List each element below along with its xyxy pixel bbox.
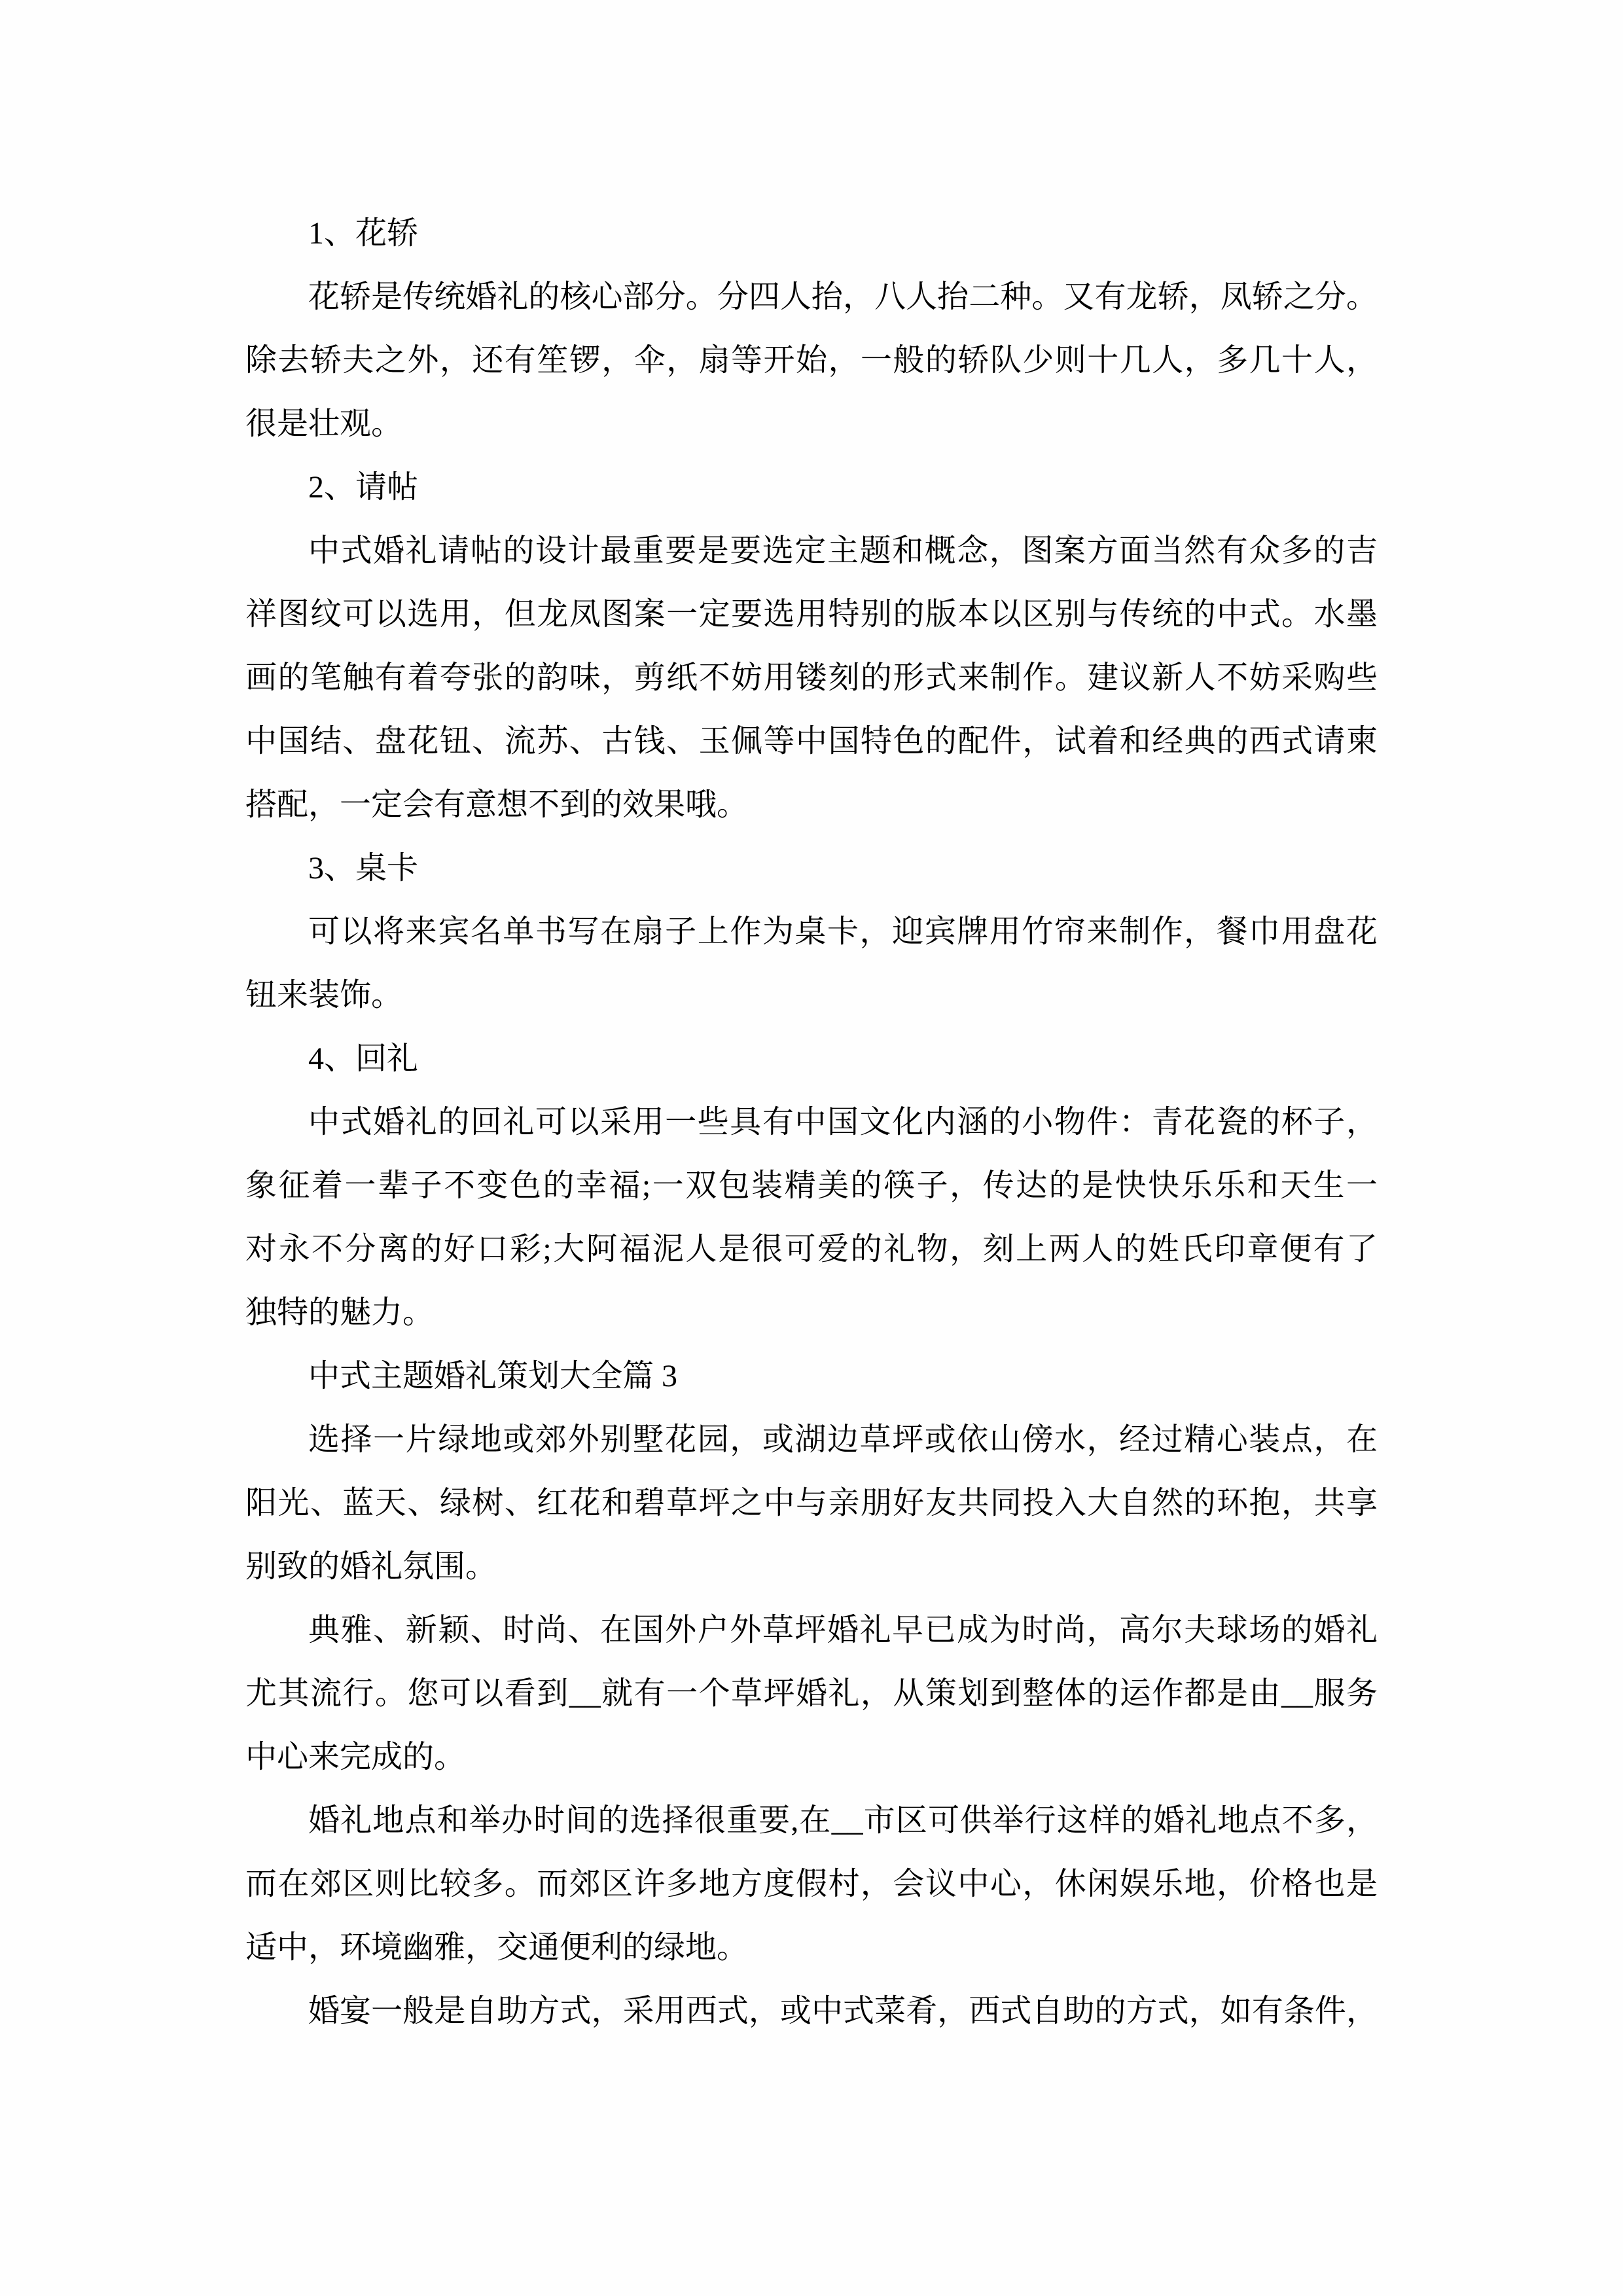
text-line: 中式婚礼请帖的设计最重要是要选定主题和概念，图案方面当然有众多的吉 <box>308 533 1378 568</box>
text-line: 独特的魅力。 <box>245 1295 435 1330</box>
text-line: 花轿是传统婚礼的核心部分。分四人抬，八人抬二种。又有龙轿，凤轿之分。 <box>308 279 1378 314</box>
text-line: 对永不分离的好口彩;大阿福泥人是很可爱的礼物，刻上两人的姓氏印章便有了 <box>245 1232 1378 1266</box>
text-line: 婚礼地点和举办时间的选择很重要,在__市区可供举行这样的婚礼地点不多， <box>308 1803 1378 1838</box>
text-line: 象征着一辈子不变色的幸福;一双包装精美的筷子，传达的是快快乐乐和天生一 <box>245 1168 1378 1203</box>
text-line: 中国结、盘花钮、流苏、古钱、玉佩等中国特色的配件，试着和经典的西式请柬 <box>245 724 1378 759</box>
text-line: 很是壮观。 <box>245 406 403 441</box>
text-line: 2、请帖 <box>308 470 419 505</box>
text-line: 1、花轿 <box>308 216 419 251</box>
text-line: 祥图纹可以选用，但龙凤图案一定要选用特别的版本以区别与传统的中式。水墨 <box>245 597 1378 632</box>
text-line: 阳光、蓝天、绿树、红花和碧草坪之中与亲朋好友共同投入大自然的环抱，共享 <box>245 1486 1378 1520</box>
text-line: 别致的婚礼氛围。 <box>245 1549 497 1584</box>
text-line: 婚宴一般是自助方式，采用西式，或中式菜肴，西式自助的方式，如有条件， <box>308 1994 1378 2028</box>
text-line: 可以将来宾名单书写在扇子上作为桌卡，迎宾牌用竹帘来制作，餐巾用盘花 <box>308 914 1378 949</box>
text-line: 4、回礼 <box>308 1041 419 1076</box>
text-line: 尤其流行。您可以看到__就有一个草坪婚礼，从策划到整体的运作都是由__服务 <box>245 1676 1378 1711</box>
text-line: 选择一片绿地或郊外别墅花园，或湖边草坪或依山傍水，经过精心装点，在 <box>308 1422 1378 1457</box>
text-line: 3、桌卡 <box>308 851 419 886</box>
text-line: 除去轿夫之外，还有笙锣，伞，扇等开始，一般的轿队少则十几人，多几十人， <box>245 343 1378 378</box>
text-line: 中式婚礼的回礼可以采用一些具有中国文化内涵的小物件：青花瓷的杯子， <box>308 1105 1378 1139</box>
text-line: 中式主题婚礼策划大全篇 3 <box>308 1359 678 1393</box>
text-line: 画的笔触有着夸张的韵味，剪纸不妨用镂刻的形式来制作。建议新人不妨采购些 <box>245 660 1378 695</box>
document-body <box>245 202 1378 2043</box>
text-line: 钮来装饰。 <box>245 978 403 1013</box>
text-line: 搭配，一定会有意想不到的效果哦。 <box>245 787 749 822</box>
text-line: 而在郊区则比较多。而郊区许多地方度假村，会议中心，休闲娱乐地，价格也是 <box>245 1867 1378 1901</box>
text-line: 中心来完成的。 <box>245 1740 466 1774</box>
text-line: 适中，环境幽雅，交通便利的绿地。 <box>245 1930 749 1965</box>
text-line: 典雅、新颖、时尚、在国外户外草坪婚礼早已成为时尚，高尔夫球场的婚礼 <box>308 1613 1378 1647</box>
